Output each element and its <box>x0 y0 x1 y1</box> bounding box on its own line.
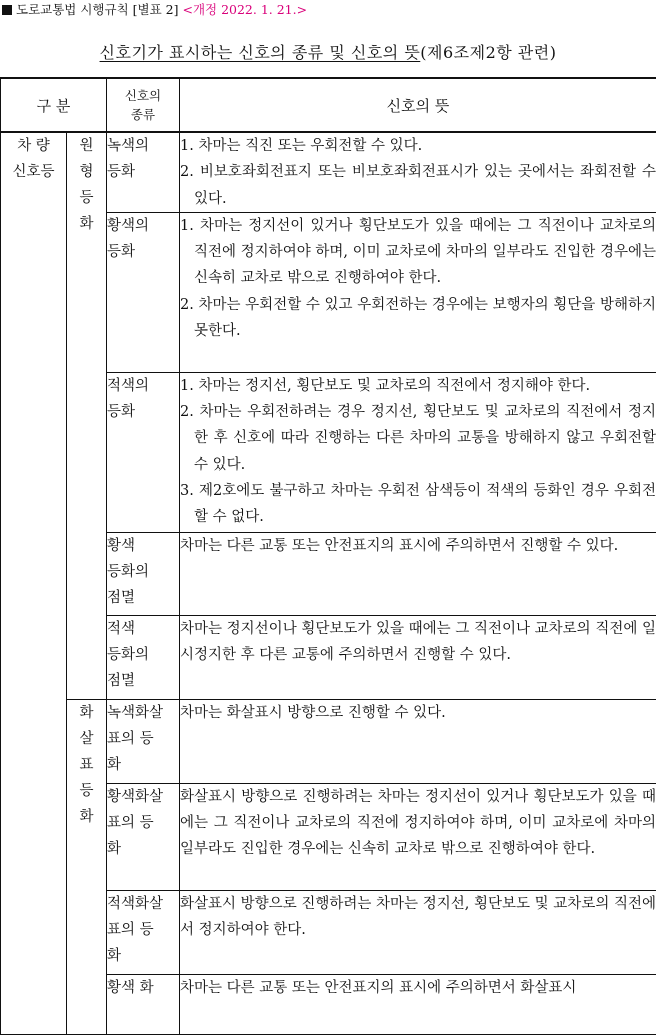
title-reference: (제6조제2항 관련) <box>420 43 556 62</box>
signal-meaning: 화살표시 방향으로 진행하려는 차마는 정지선이 있거나 횡단보도가 있을 때에는 그 직전이나 교차로의 직전에 정지하여야 하며, 이미 교차로에 차마의 일부라도 진입한 경우에는 신속히 교차로 밖으로 진행하여야 한다. <box>180 783 656 890</box>
header-kind: 신호의 종류 <box>107 78 180 132</box>
vehicle-signal-group: 차 량 신호등 <box>1 132 67 1034</box>
table-header-row <box>1 78 656 132</box>
page-title <box>0 40 656 63</box>
signal-meaning: 차마는 화살표시 방향으로 진행할 수 있다. <box>180 699 656 783</box>
arrow-light-group: 화 살 표 등 화 <box>67 699 107 1034</box>
signal-kind: 적색의 등화 <box>107 372 180 532</box>
signal-kind: 황색 등화의 점멸 <box>107 532 180 615</box>
revision-date: <개정 2022. 1. 21.> <box>182 2 307 17</box>
signal-kind: 황색 화 <box>107 974 180 1034</box>
signal-kind: 적색 등화의 점멸 <box>107 615 180 699</box>
header-category: 구 분 <box>1 78 107 132</box>
signal-meaning: 차마는 다른 교통 또는 안전표지의 표시에 주의하면서 화살표시 <box>180 974 656 1034</box>
signal-meaning: 차마는 다른 교통 또는 안전표지의 표시에 주의하면서 진행할 수 있다. <box>180 532 656 615</box>
annex-label: [별표 2] <box>133 2 179 17</box>
header-meaning: 신호의 뜻 <box>180 78 656 132</box>
title-main: 신호기가 표시하는 신호의 종류 및 신호의 뜻 <box>100 43 421 62</box>
table-row <box>1 699 656 783</box>
signal-kind: 녹색화살 표의 등 화 <box>107 699 180 783</box>
signal-meaning: 차마는 정지선이나 횡단보도가 있을 때에는 그 직전이나 교차로의 직전에 일시정지한 후 다른 교통에 주의하면서 진행할 수 있다. <box>180 615 656 699</box>
signal-meaning: 1. 차마는 정지선이 있거나 횡단보도가 있을 때에는 그 직전이나 교차로의 직전에 정지하여야 하며, 이미 교차로에 차마의 일부라도 진입한 경우에는 신속히 교차로 밖으로 진행하여야 한다. 2. 차마는 우회전할 수 있고 우회전하는 경우에는 보행자의 횡단을 방해하지 못한다. <box>180 212 656 372</box>
signal-meaning: 1. 차마는 정지선, 횡단보도 및 교차로의 직전에서 정지해야 한다. 2. 차마는 우회전하려는 경우 정지선, 횡단보도 및 교차로의 직전에서 정지한 후 신호에 따라 진행하는 다른 차마의 교통을 방해하지 않고 우회전할 수 있다. 3. 제2호에도 불구하고 차마는 우회전 삼색등이 적색의 등화인 경우 우회전할 수 없다. <box>180 372 656 532</box>
law-name: 도로교통법 시행규칙 <box>16 2 129 17</box>
signal-kind: 황색의 등화 <box>107 212 180 372</box>
circular-light-group: 원 형 등 화 <box>67 132 107 699</box>
signal-meaning: 화살표시 방향으로 진행하려는 차마는 정지선, 횡단보도 및 교차로의 직전에서 정지하여야 한다. <box>180 890 656 974</box>
square-bullet-icon <box>2 5 12 15</box>
signal-table <box>0 77 656 1035</box>
signal-kind: 적색화살 표의 등 화 <box>107 890 180 974</box>
signal-kind: 녹색의 등화 <box>107 132 180 212</box>
signal-kind: 황색화살 표의 등 화 <box>107 783 180 890</box>
document-header <box>2 0 307 18</box>
signal-meaning: 1. 차마는 직진 또는 우회전할 수 있다. 2. 비보호좌회전표지 또는 비보호좌회전표시가 있는 곳에서는 좌회전할 수 있다. <box>180 132 656 212</box>
table-row <box>1 132 656 212</box>
